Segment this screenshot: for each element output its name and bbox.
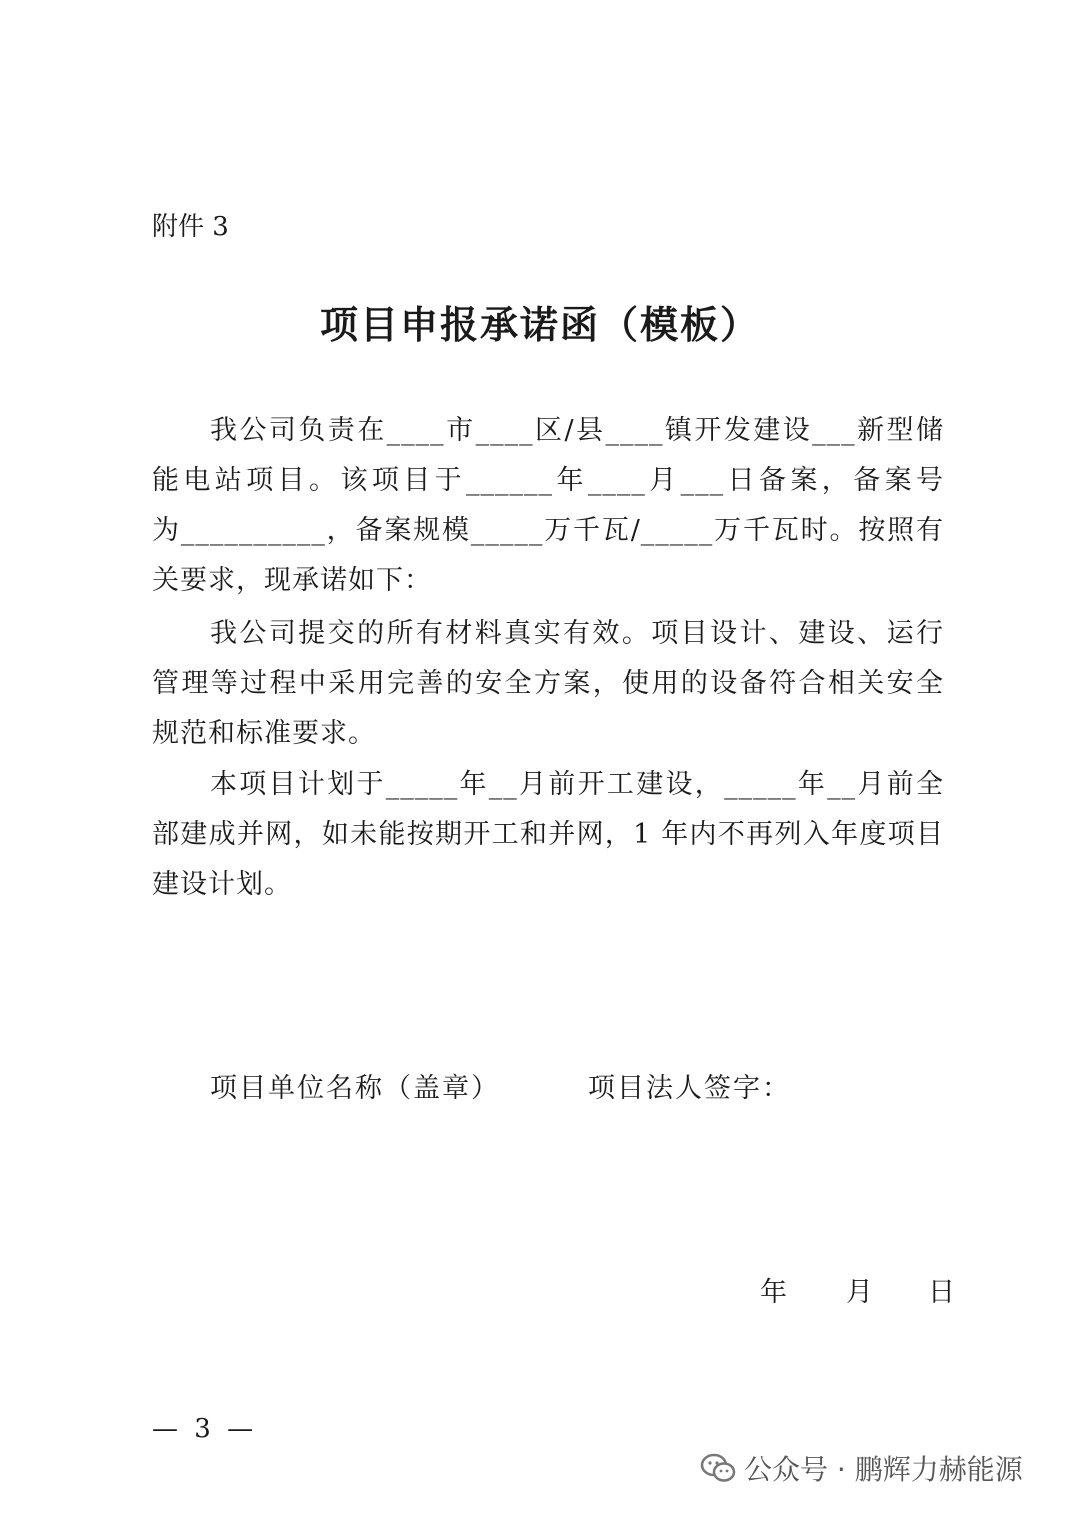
watermark [700,1448,1023,1488]
paragraph3-line1: 本项目计划于_____年__月前开工建设，_____年__月前全 [210,769,944,800]
signature-date [760,1270,955,1309]
paragraph1-line1: 我公司负责在____市____区/县____镇开发建设___新型储 [210,415,944,446]
document-title: 项目申报承诺函（模板） [319,302,760,347]
paragraph3-line3: 建设计划。 [152,869,292,900]
watermark-text: 公众号 · 鹏辉力赫能源 [744,1453,1023,1486]
page-number: — 3 — [152,1414,258,1444]
date-month: 月 [846,1277,873,1308]
paragraph1-line2: 能电站项目。该项目于______年____月___日备案，备案号 [152,465,944,496]
paragraph2-line2: 管理等过程中采用完善的安全方案，使用的设备符合相关安全 [152,668,944,699]
paragraph1-line3: 为__________，备案规模_____万千瓦/_____万千瓦时。按照有 [152,515,944,546]
wechat-icon [700,1453,736,1483]
date-day: 日 [928,1277,955,1308]
paragraph2-line1: 我公司提交的所有材料真实有效。项目设计、建设、运行 [210,618,944,649]
paragraph1-line4: 关要求，现承诺如下： [152,565,432,596]
attachment-label: 附件 3 [152,212,229,242]
legal-rep-signature-label: 项目法人签字： [588,1073,791,1104]
paragraph3-line2: 部建成并网，如未能按期开工和并网，1 年内不再列入年度项目 [152,819,944,850]
date-year: 年 [760,1277,787,1308]
paragraph2-line3: 规范和标准要求。 [152,718,376,749]
project-unit-seal-label: 项目单位名称（盖章） [210,1073,500,1104]
